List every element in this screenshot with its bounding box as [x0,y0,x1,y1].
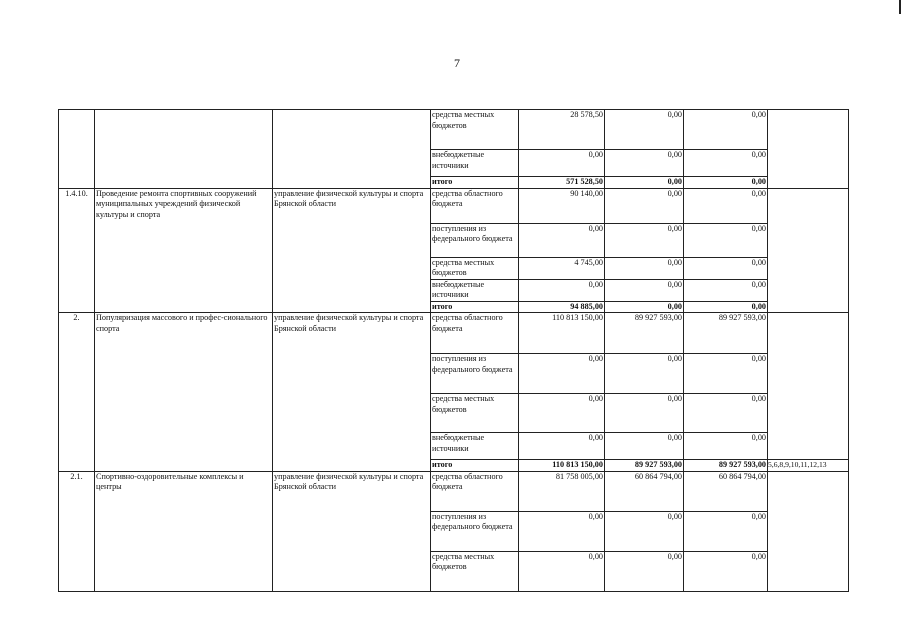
source-label: внебюджетные источники [431,279,519,301]
item-executor: управление физической культуры и спорта Брянской области [273,471,431,591]
amount-cell: 0,00 [519,394,605,433]
source-label: поступления из федерального бюджета [431,511,519,551]
amount-cell: 0,00 [605,110,684,150]
indicators-cell [768,313,849,460]
amount-cell: 0,00 [605,223,684,257]
amount-cell: 4 745,00 [519,257,605,279]
amount-cell: 0,00 [519,511,605,551]
amount-cell: 0,00 [605,257,684,279]
amount-cell: 0,00 [605,433,684,460]
total-amount: 0,00 [684,301,768,313]
amount-cell: 0,00 [684,551,768,591]
total-amount: 0,00 [605,301,684,313]
amount-cell: 0,00 [605,394,684,433]
total-amount: 110 813 150,00 [519,460,605,472]
source-label: средства областного бюджета [431,471,519,511]
item-name: Спортивно-оздоровительные комплексы и центры [95,471,273,591]
amount-cell: 0,00 [519,354,605,394]
amount-cell: 0,00 [684,188,768,223]
name-cell [95,110,273,189]
item-number: 2.1. [59,471,95,591]
amount-cell: 60 864 794,00 [684,471,768,511]
page-number: 7 [454,56,460,70]
amount-cell: 0,00 [605,150,684,177]
amount-cell: 0,00 [519,433,605,460]
item-name: Популяризация массового и профес-сионального спорта [95,313,273,472]
source-label: поступления из федерального бюджета [431,354,519,394]
amount-cell: 0,00 [684,110,768,150]
amount-cell: 0,00 [684,279,768,301]
total-amount: 0,00 [684,177,768,189]
table-row [59,471,849,511]
item-number: 1.4.10. [59,188,95,313]
indicators-cell [768,471,849,591]
scan-edge-mark [899,0,901,14]
total-amount: 89 927 593,00 [684,460,768,472]
table-row [59,188,849,223]
indicators-cell [768,188,849,313]
amount-cell: 110 813 150,00 [519,313,605,354]
source-label: средства местных бюджетов [431,257,519,279]
amount-cell: 0,00 [605,511,684,551]
amount-cell: 0,00 [605,354,684,394]
amount-cell: 0,00 [684,394,768,433]
total-label: итого [431,177,519,189]
source-label: средства областного бюджета [431,313,519,354]
total-amount: 0,00 [605,177,684,189]
amount-cell: 0,00 [684,433,768,460]
amount-cell: 0,00 [684,150,768,177]
num-cell [59,110,95,189]
amount-cell: 0,00 [519,551,605,591]
source-label: внебюджетные источники [431,150,519,177]
total-amount: 571 528,50 [519,177,605,189]
amount-cell: 81 758 005,00 [519,471,605,511]
amount-cell: 0,00 [519,150,605,177]
table-row [59,110,849,150]
amount-cell: 89 927 593,00 [684,313,768,354]
source-label: внебюджетные источники [431,433,519,460]
amount-cell: 0,00 [519,279,605,301]
source-label: средства областного бюджета [431,188,519,223]
source-label: средства местных бюджетов [431,551,519,591]
total-amount: 94 885,00 [519,301,605,313]
indicators-cell [768,110,849,189]
item-executor: управление физической культуры и спорта Брянской области [273,188,431,313]
source-label: средства местных бюджетов [431,110,519,150]
indicators-cell: 5,6,8,9,10,11,12,13 [768,460,849,472]
source-label: средства местных бюджетов [431,394,519,433]
amount-cell: 0,00 [605,551,684,591]
total-label: итого [431,301,519,313]
amount-cell: 89 927 593,00 [605,313,684,354]
total-amount: 89 927 593,00 [605,460,684,472]
total-label: итого [431,460,519,472]
executor-cell [273,110,431,189]
table-row [59,313,849,354]
source-label: поступления из федерального бюджета [431,223,519,257]
budget-table [58,109,849,592]
amount-cell: 0,00 [684,257,768,279]
amount-cell: 0,00 [519,223,605,257]
amount-cell: 90 140,00 [519,188,605,223]
amount-cell: 0,00 [684,511,768,551]
amount-cell: 0,00 [605,188,684,223]
amount-cell: 60 864 794,00 [605,471,684,511]
amount-cell: 28 578,50 [519,110,605,150]
item-number: 2. [59,313,95,472]
amount-cell: 0,00 [684,354,768,394]
amount-cell: 0,00 [605,279,684,301]
item-name: Проведение ремонта спортивных сооружений муниципальных учреждений физической культуры и спорта [95,188,273,313]
amount-cell: 0,00 [684,223,768,257]
item-executor: управление физической культуры и спорта Брянской области [273,313,431,472]
